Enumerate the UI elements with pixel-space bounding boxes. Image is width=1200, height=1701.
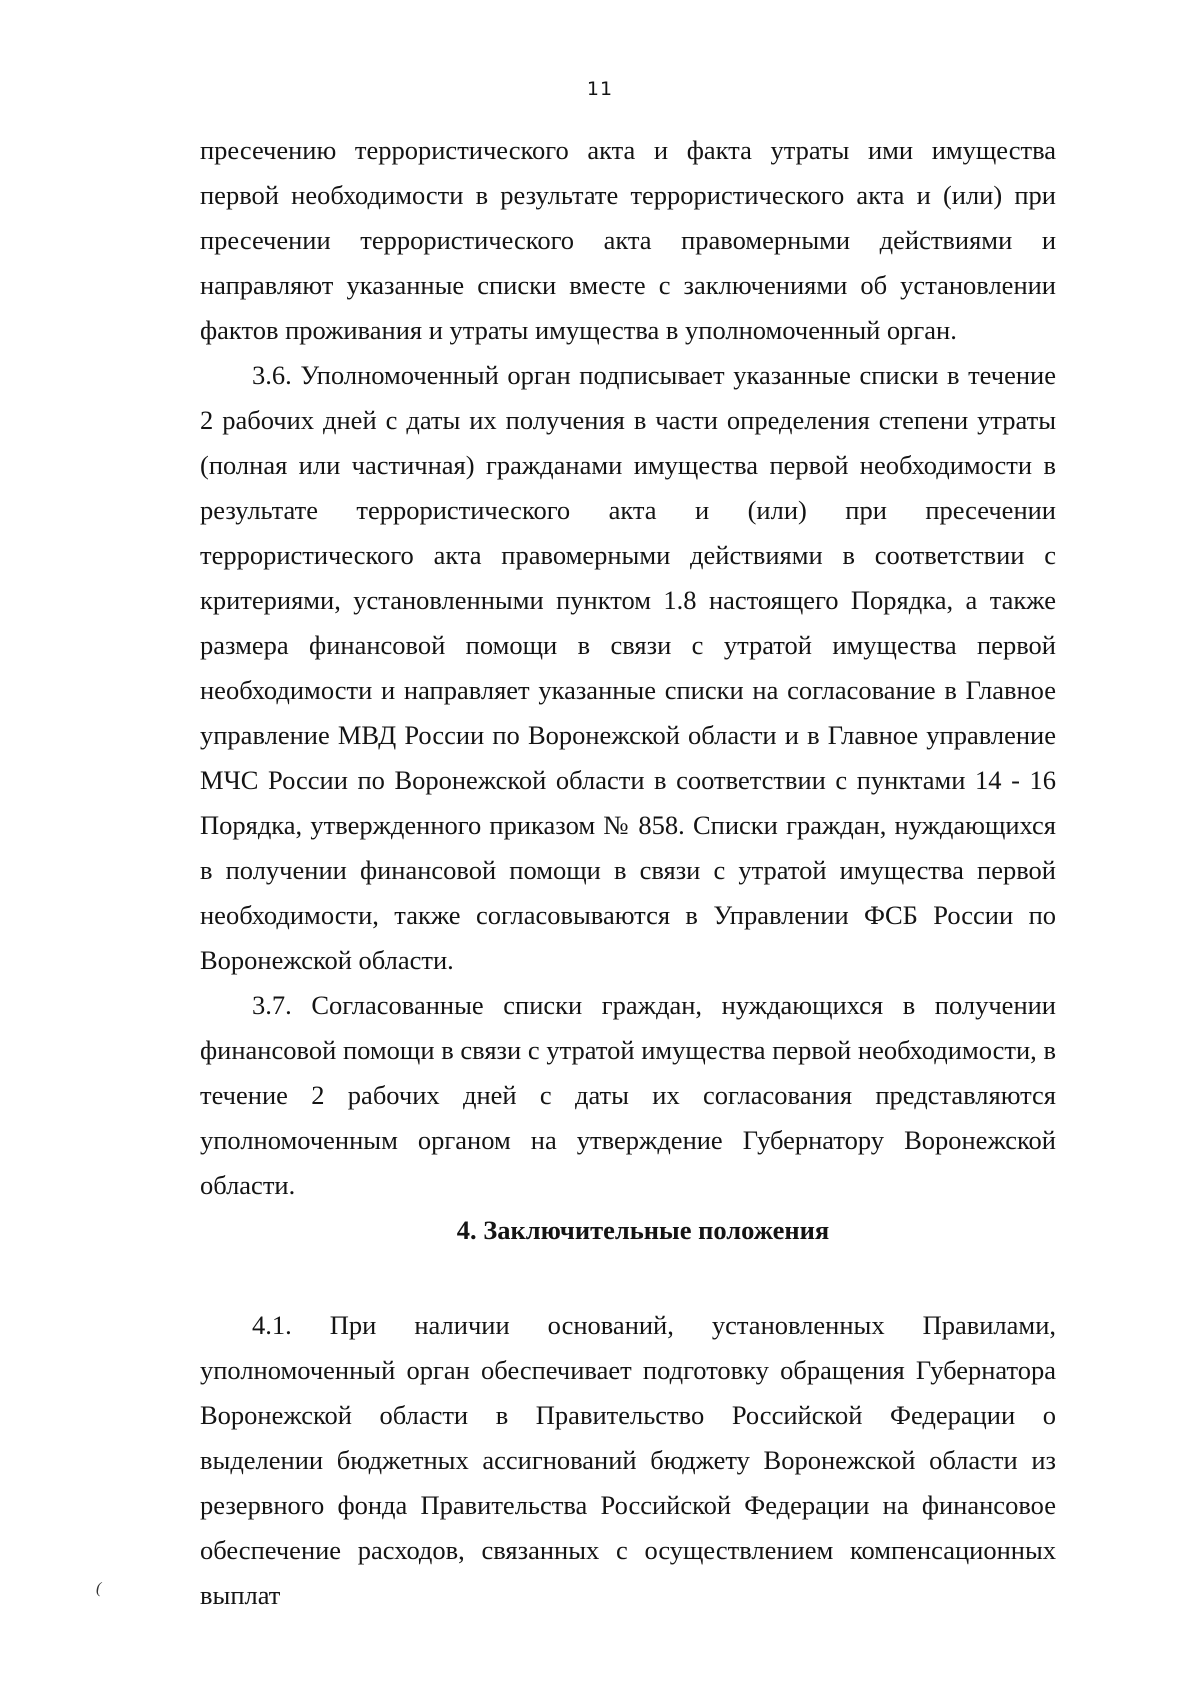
paragraph-continuation: пресечению террористического акта и факта утраты ими имущества первой необходимости в результате террористического акта и (или) при пресечении террористического акта правомерными действиями и направляют указанные списки вместе с заключениями об установлении фактов проживания и утраты имущества в уполномоченный орган. — [200, 135, 1056, 345]
paragraph-3-7: 3.7. Согласованные списки граждан, нуждающихся в получении финансовой помощи в связи с утратой имущества первой необходимости, в течение 2 рабочих дней с даты их согласования представляются уполномоченным органом на утверждение Губернатору Воронежской области. — [200, 990, 1056, 1200]
margin-mark: ( — [96, 1580, 102, 1597]
section-heading: 4. Заключительные положения — [456, 1215, 830, 1245]
paragraph-3-6: 3.6. Уполномоченный орган подписывает указанные списки в течение 2 рабочих дней с даты их получения в части определения степени утраты (полная или частичная) гражданами имущества первой необходимости в результате террористического акта и (или) при пресечении террористического акта правомерными действиями в соответствии с критериями, установленными пунктом 1.8 настоящего Порядка, а также размера финансовой помощи в связи с утратой имущества первой необходимости и направляет указанные списки на согласование в Главное управление МВД России по Воронежской области и в Главное управление МЧС России по Воронежской области в соответствии с пунктами 14 - 16 Порядка, утвержденного приказом № 858. Списки граждан, нуждающихся в получении финансовой помощи в связи с утратой имущества первой необходимости, также согласовываются в Управлении ФСБ России по Воронежской области. — [200, 360, 1056, 975]
page-number: 11 — [586, 78, 614, 100]
paragraph-4-1: 4.1. При наличии оснований, установленных Правилами, уполномоченный орган обеспечивает подготовку обращения Губернатора Воронежской области в Правительство Российской Федерации о выделении бюджетных ассигнований бюджету Воронежской области из резервного фонда Правительства Российской Федерации на финансовое обеспечение расходов, связанных с осуществлением компенсационных выплат — [200, 1310, 1056, 1610]
document-body — [200, 128, 1056, 1618]
